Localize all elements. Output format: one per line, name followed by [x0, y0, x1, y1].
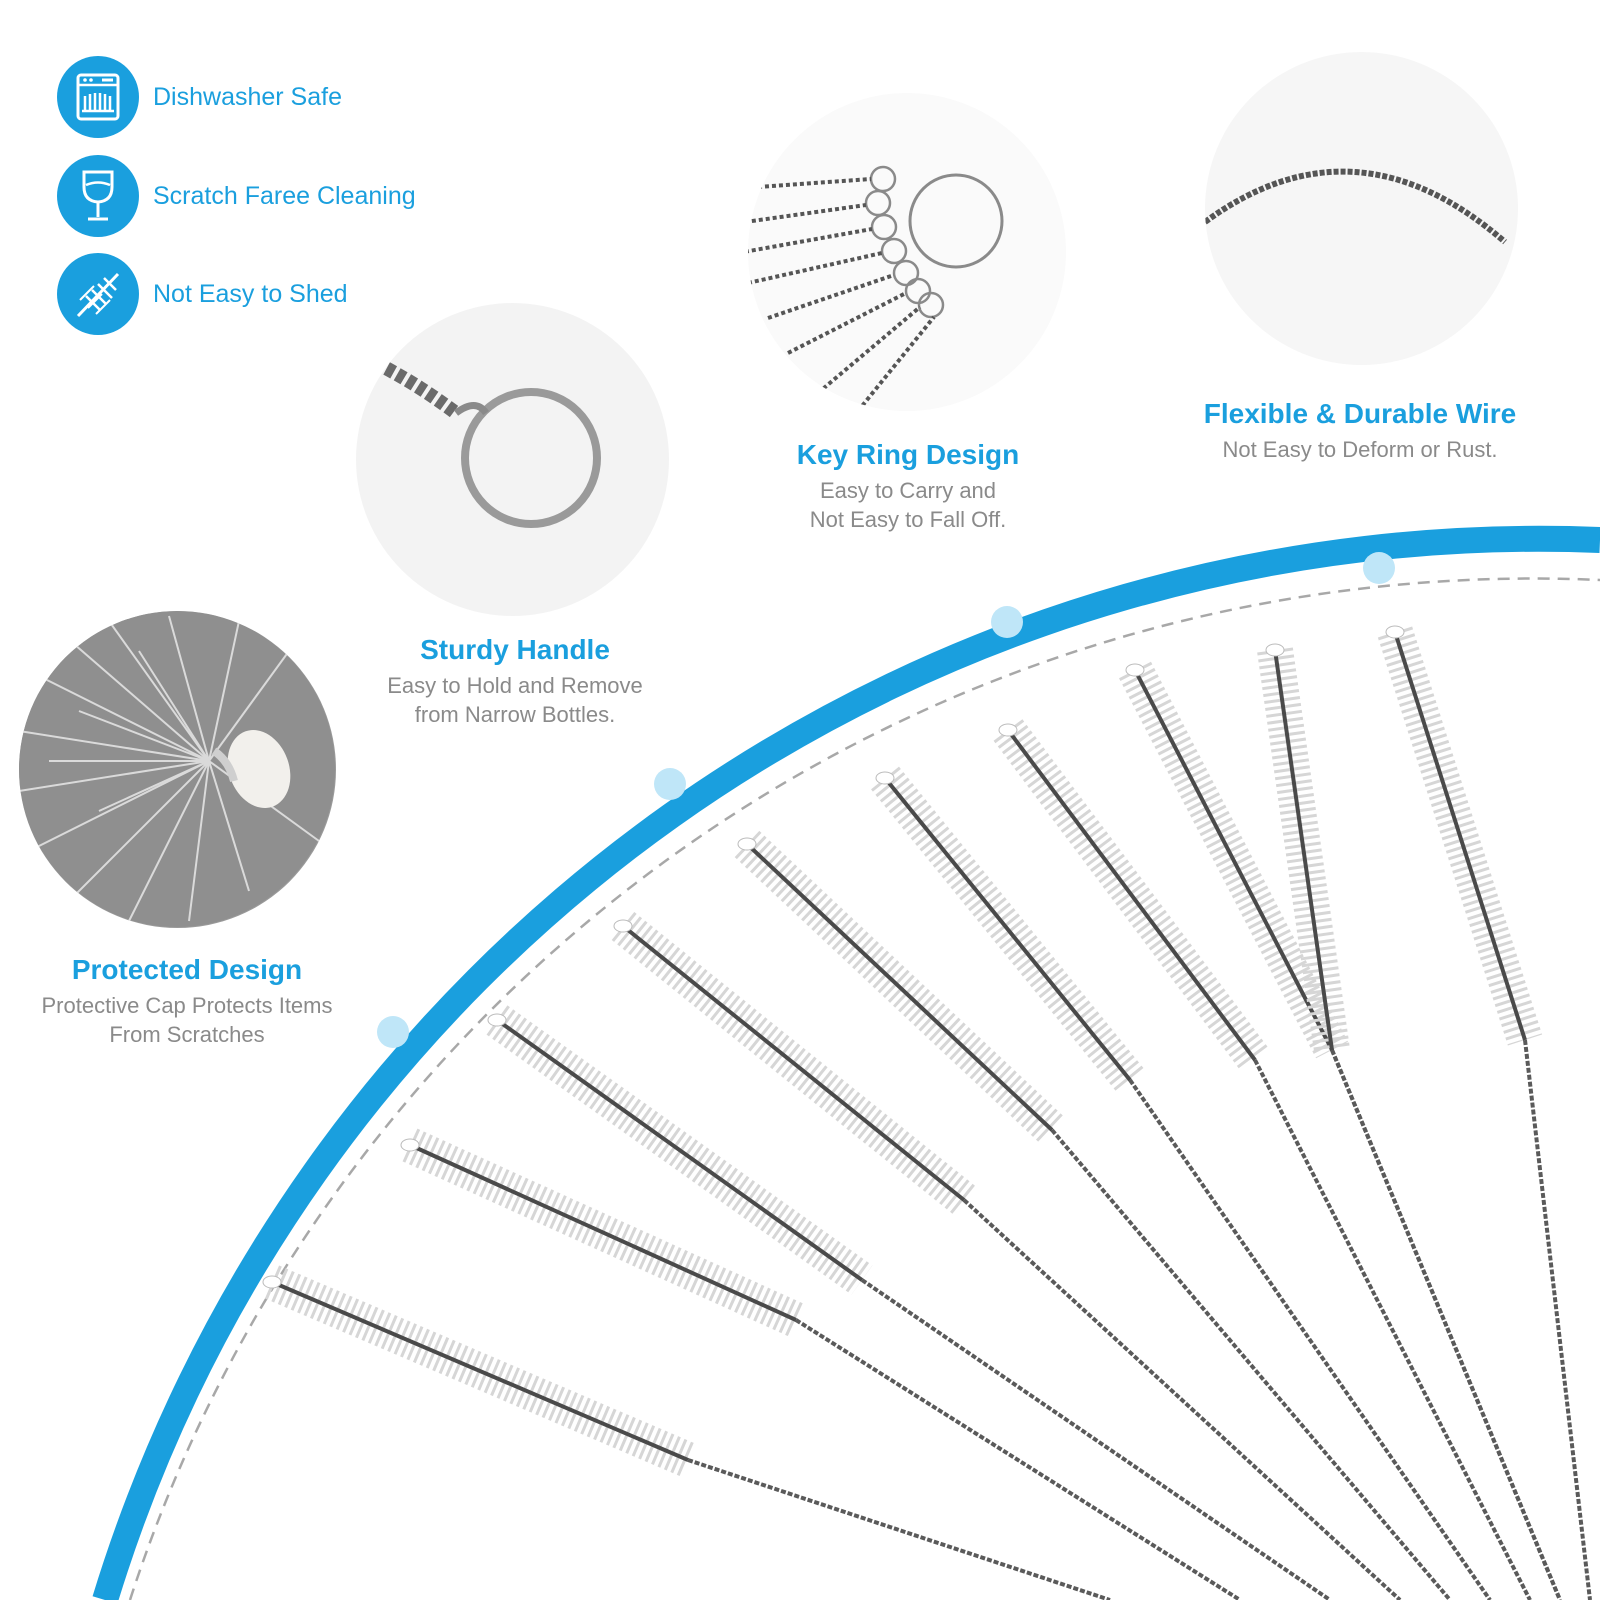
- badge-label: Not Easy to Shed: [153, 279, 348, 308]
- brushes-group: [263, 626, 1590, 1600]
- brush-core: [272, 1282, 688, 1460]
- brush-core: [410, 1145, 796, 1320]
- dashed-arc: [130, 579, 1600, 1600]
- brush-wire: [1525, 1040, 1590, 1600]
- brush-cap: [488, 1014, 506, 1026]
- key-ring-photo: [748, 93, 1066, 411]
- brush-wire: [1255, 1060, 1530, 1600]
- brush-cap: [401, 1139, 419, 1151]
- feature-sturdy-handle: [335, 633, 695, 729]
- brush-wire: [1052, 1130, 1450, 1600]
- feature-flexible-wire: [1160, 397, 1560, 464]
- feature-key-ring: [728, 438, 1088, 534]
- wine-glass-icon: [57, 155, 139, 237]
- feature-desc: Protective Cap Protects Items: [41, 993, 333, 1018]
- brush-cap: [1126, 664, 1144, 676]
- brush-wire: [862, 1280, 1330, 1600]
- feature-desc: from Narrow Bottles.: [414, 702, 616, 727]
- feature-desc: Not Easy to Fall Off.: [809, 507, 1007, 532]
- feature-title: Protected Design: [71, 954, 303, 985]
- badge-label: Scratch Faree Cleaning: [153, 181, 416, 210]
- brush-core: [1395, 632, 1525, 1040]
- badge-dishwasher-safe: [57, 56, 342, 138]
- handle-loop-photo: [356, 303, 669, 616]
- feature-protected: [10, 953, 364, 1049]
- feature-desc: From Scratches: [109, 1022, 265, 1047]
- brush-core: [885, 778, 1130, 1080]
- feature-title: Flexible & Durable Wire: [1203, 398, 1517, 429]
- arc-dot: [377, 1016, 409, 1048]
- arc-dot: [1363, 552, 1395, 584]
- bristle-icon: [57, 253, 139, 335]
- brush-wire: [1130, 1080, 1490, 1600]
- flexible-wire-photo: [1205, 52, 1518, 365]
- brush-wire: [688, 1460, 1110, 1600]
- brush-core: [747, 844, 1052, 1130]
- badge-label: Dishwasher Safe: [153, 82, 342, 111]
- feature-desc: Easy to Hold and Remove: [387, 673, 643, 698]
- arc-dot: [654, 768, 686, 800]
- feature-desc: Not Easy to Deform or Rust.: [1222, 437, 1498, 462]
- brush-core: [1008, 730, 1255, 1060]
- brush-cap: [999, 724, 1017, 736]
- feature-title: Key Ring Design: [796, 439, 1020, 470]
- brush-wire: [964, 1200, 1400, 1600]
- brush-cap: [614, 920, 632, 932]
- badge-not-shed: [57, 253, 348, 335]
- brush-cap: [1386, 626, 1404, 638]
- arc-dot: [991, 606, 1023, 638]
- dishwasher-icon: [57, 56, 139, 138]
- brush-cap: [263, 1276, 281, 1288]
- brush-cap: [876, 772, 894, 784]
- brush-wire: [796, 1320, 1240, 1600]
- brush-cap: [738, 838, 756, 850]
- badge-scratch-free: [57, 155, 416, 237]
- brush-wire: [1332, 1050, 1560, 1600]
- brush-cap: [1266, 644, 1284, 656]
- feature-desc: Easy to Carry and: [819, 478, 997, 503]
- protective-cap-photo: [19, 611, 336, 928]
- blue-arc: [105, 539, 1600, 1600]
- feature-title: Sturdy Handle: [420, 634, 610, 665]
